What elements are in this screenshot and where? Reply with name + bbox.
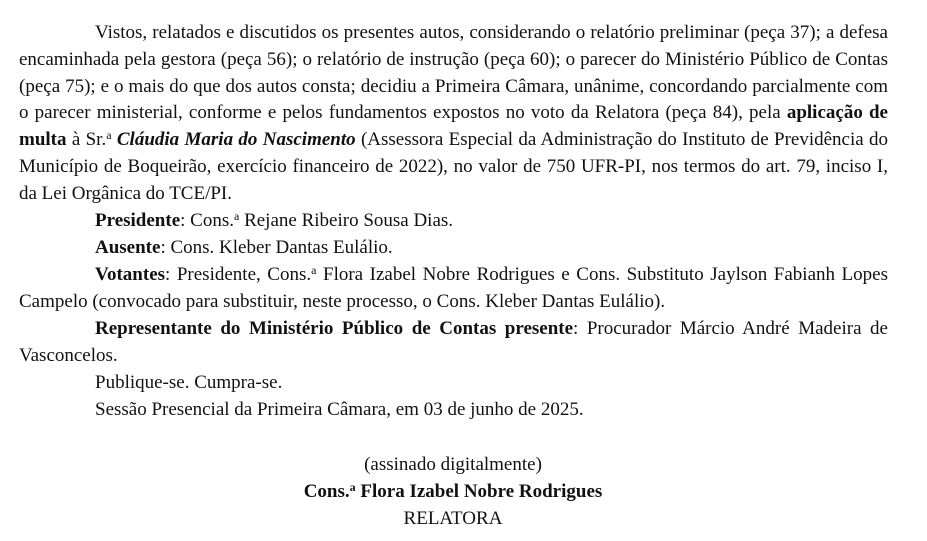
representante-paragraph (19, 316, 888, 370)
presidente-text-a: : Cons. (180, 210, 234, 231)
signature-name-text: Flora Izabel Nobre Rodrigues (355, 481, 603, 502)
presidente-superscript: a (234, 209, 240, 223)
presidente-text-b: Rejane Ribeiro Sousa Dias. (239, 210, 454, 231)
decision-text-3: (Assessora Especial da Administração do Instituto de Previdência do Município de Boqueirão, exercício financeiro de 2022), no valor de 750 UFR-PI, nos termos do art. 79, inciso I, da Lei Orgânica do TCE/PI. (19, 129, 889, 204)
decision-superscript: a (106, 128, 112, 143)
decision-bold-term: aplicação de multa (19, 102, 888, 151)
signature-note: (assinado digitalmente) (364, 454, 542, 475)
ausente-line (95, 235, 393, 262)
votantes-paragraph (19, 262, 888, 316)
presidente-line (95, 208, 453, 235)
signature-name-prefix: Cons. (303, 481, 350, 502)
signature-role: RELATORA (403, 508, 503, 529)
representante-text: : Procurador Márcio André Madeira de Vasconcelos. (19, 318, 888, 366)
sessao-line: Sessão Presencial da Primeira Câmara, em 03 de junho de 2025. (95, 399, 584, 420)
ausente-text: : Cons. Kleber Dantas Eulálio. (160, 237, 393, 258)
decision-text-2: à Sr. (66, 129, 107, 151)
publique-line: Publique-se. Cumpra-se. (95, 372, 283, 393)
decision-paragraph (19, 20, 888, 208)
votantes-text-a: : Presidente, Cons. (165, 264, 312, 285)
votantes-label: Votantes (95, 264, 166, 285)
presidente-label: Presidente (95, 210, 181, 231)
votantes-superscript: a (311, 263, 317, 277)
representante-label: Representante do Ministério Público de Contas presente (95, 318, 574, 339)
signature-name (0, 479, 906, 506)
ausente-label: Ausente (95, 237, 161, 258)
votantes-text-b: Flora Izabel Nobre Rodrigues e Cons. Substituto Jaylson Fabianh Lopes Campelo (convocado para substituir, neste processo, o Cons. Kleber Dantas Eulálio). (19, 264, 888, 312)
decision-text-1: Vistos, relatados e discutidos os presentes autos, considerando o relatório preliminar (peça 37); a defesa encaminhada pela gestora (peça 56); o relatório de instrução (peça 60); o parecer do Ministério Público de Contas (peça 75); e o mais do que dos autos consta; decidiu a Primeira Câmara, unânime, concordando parcialmente com o parecer ministerial, conforme e pelos fundamentos expostos no voto da Relatora (peça 84), pela (19, 22, 888, 124)
signature-superscript: a (349, 480, 356, 494)
fined-person-name: Cláudia Maria do Nascimento (116, 129, 356, 151)
